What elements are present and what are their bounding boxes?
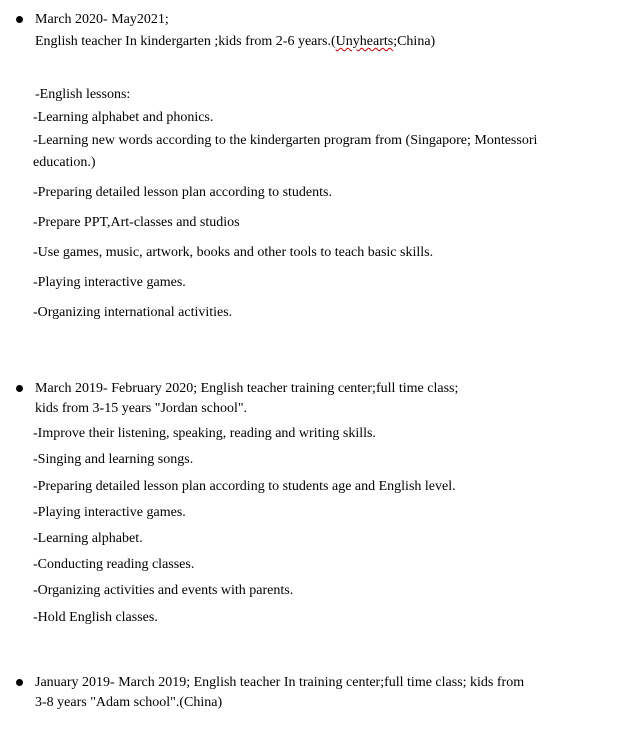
entry-1-role-line bbox=[35, 33, 435, 50]
entry-2-duty: -Hold English classes. bbox=[33, 610, 158, 625]
entry-1-role-text-end: ;China) bbox=[393, 34, 436, 49]
entry-3-date-line: January 2019- March 2019; English teacher In training center;full time class; kids from bbox=[35, 675, 525, 690]
entry-2-duty: -Organizing activities and events with parents. bbox=[33, 583, 294, 598]
entry-1-duty: -Use games, music, artwork, books and other tools to teach basic skills. bbox=[33, 245, 434, 260]
entry-1-duty: -English lessons: bbox=[35, 87, 131, 102]
entry-1-duty: -Playing interactive games. bbox=[33, 275, 186, 290]
entry-1-date-line: March 2020- May2021; bbox=[35, 12, 169, 27]
entry-1-duty: education.) bbox=[33, 155, 96, 170]
entry-2-duty: -Learning alphabet. bbox=[33, 531, 143, 546]
entry-2-role-line: kids from 3-15 years "Jordan school". bbox=[35, 401, 248, 416]
entry-2-duty: -Improve their listening, speaking, reading and writing skills. bbox=[33, 426, 376, 441]
bullet-icon bbox=[16, 16, 23, 23]
bullet-icon bbox=[16, 385, 23, 392]
entry-3-role-line: 3-8 years "Adam school".(China) bbox=[35, 695, 223, 710]
entry-1-role-text: English teacher In kindergarten ;kids from 2-6 years.( bbox=[35, 34, 336, 49]
entry-2-duty: -Preparing detailed lesson plan according to students age and English level. bbox=[33, 479, 456, 494]
entry-2-duty: -Singing and learning songs. bbox=[33, 452, 194, 467]
entry-1-duty: -Prepare PPT,Art-classes and studios bbox=[33, 215, 240, 230]
entry-1-duty: -Preparing detailed lesson plan according to students. bbox=[33, 185, 332, 200]
entry-1-duty: -Learning alphabet and phonics. bbox=[33, 110, 214, 125]
entry-2-duty: -Conducting reading classes. bbox=[33, 557, 195, 572]
entry-2-date-line: March 2019- February 2020; English teacher training center;full time class; bbox=[35, 381, 459, 396]
entry-1-duty: -Organizing international activities. bbox=[33, 305, 233, 320]
entry-2-duty: -Playing interactive games. bbox=[33, 505, 186, 520]
spellcheck-flagged-word[interactable]: Unyhearts bbox=[335, 34, 394, 49]
entry-1-duty: -Learning new words according to the kindergarten program from (Singapore; Montessori bbox=[33, 133, 538, 148]
bullet-icon bbox=[16, 679, 23, 686]
